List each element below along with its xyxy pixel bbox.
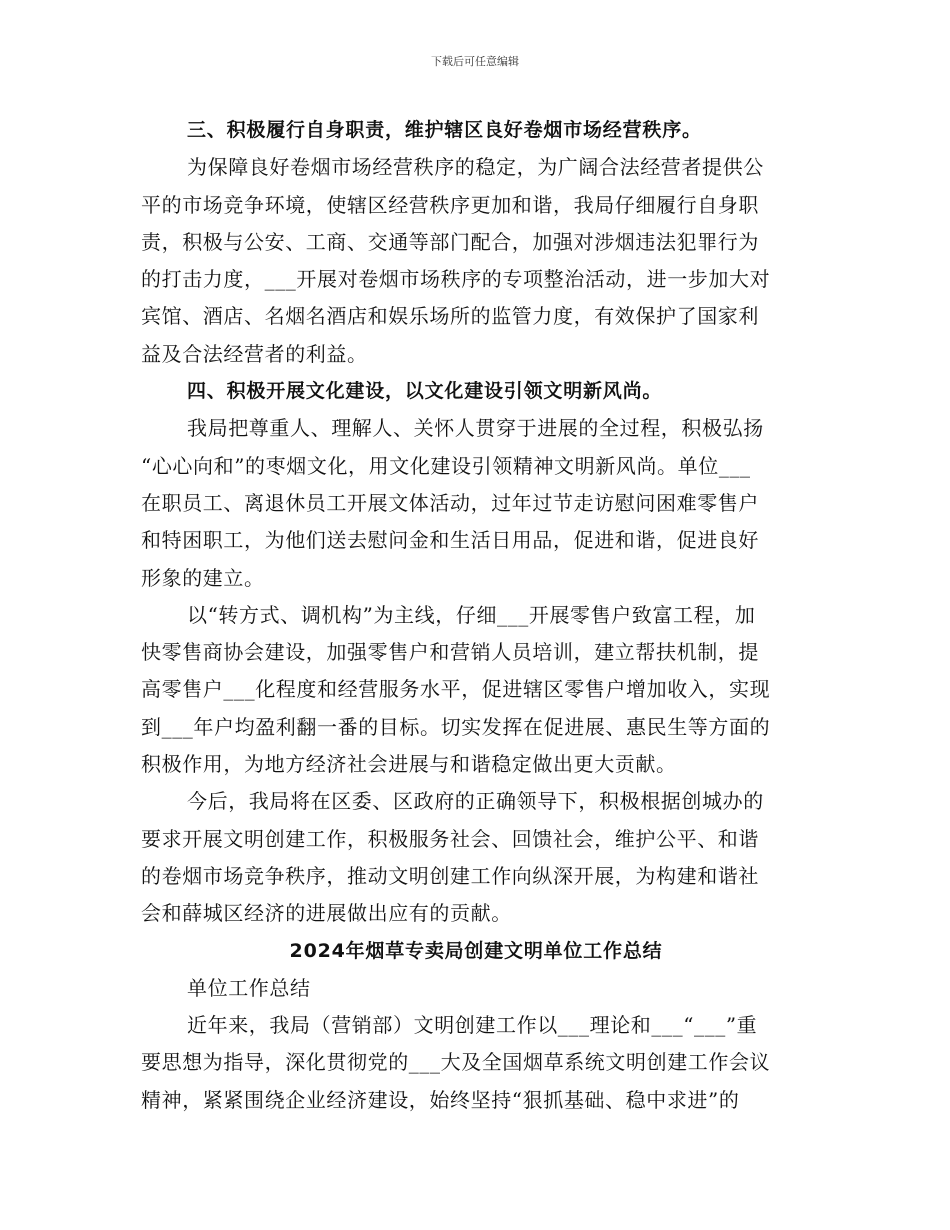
text-line: 益及合法经营者的利益。 <box>141 341 368 366</box>
text-line: 和特困职工，为他们送去慰问金和生活日用品，促进和谐，促进良好 <box>141 528 759 553</box>
text-line: 高零售户___化程度和经营服务水平，促进辖区零售户增加收入，实现 <box>141 677 771 702</box>
text-line: 要求开展文明创建工作，积极服务社会、回馈社会，维护公平、和谐 <box>141 826 759 851</box>
document-body <box>141 112 811 1119</box>
text-line: 会和薛城区经济的进展做出应有的贡献。 <box>141 901 512 926</box>
section-heading: 三、积极履行自身职责，维护辖区良好卷烟市场经营秩序。 <box>187 119 702 141</box>
section-heading: 2024年烟草专卖局创建文明单位工作总结 <box>289 939 663 962</box>
text-line: 的卷烟市场竞争秩序，推动文明创建工作向纵深开展，为构建和谐社 <box>141 863 759 888</box>
text-line: 精神，紧紧围绕企业经济建设，始终坚持“狠抓基础、稳中求进”的 <box>141 1087 740 1112</box>
header-note: 下载后可任意编辑 <box>431 55 519 68</box>
text-line: 快零售商协会建设，加强零售户和营销人员培训，建立帮扶机制，提 <box>141 640 759 665</box>
text-line: 我局把尊重人、理解人、关怀人贯穿于进展的全过程，积极弘扬 <box>187 416 764 441</box>
text-line: 近年来，我局（营销部）文明创建工作以___理论和___“___”重 <box>187 1013 758 1038</box>
text-line: 为保障良好卷烟市场经营秩序的稳定，为广阔合法经营者提供公 <box>187 155 764 180</box>
text-line: 在职员工、离退休员工开展文体活动，过年过节走访慰问困难零售户 <box>141 490 759 515</box>
text-line: 平的市场竞争环境，使辖区经营秩序更加和谐，我局仔细履行自身职 <box>141 192 759 217</box>
text-line: 形象的建立。 <box>141 565 265 590</box>
text-line: 积极作用，为地方经济社会进展与和谐稳定做出更大贡献。 <box>141 752 677 777</box>
text-line: 宾馆、酒店、名烟名酒店和娱乐场所的监管力度，有效保护了国家利 <box>141 304 759 329</box>
text-line: 责，积极与公安、工商、交通等部门配合，加强对涉烟违法犯罪行为 <box>141 229 759 254</box>
text-line: “心心向和”的枣烟文化，用文化建设引领精神文明新风尚。单位___ <box>141 453 751 478</box>
section-heading: 四、积极开展文化建设，以文化建设引领文明新风尚。 <box>187 380 663 403</box>
text-line: 要思想为指导，深化贯彻党的___大及全国烟草系统文明创建工作会议 <box>141 1050 771 1075</box>
text-line: 到___年户均盈利翻一番的目标。切实发挥在促进展、惠民生等方面的 <box>141 714 771 739</box>
text-line: 单位工作总结 <box>187 975 311 1000</box>
text-line: 的打击力度，___开展对卷烟市场秩序的专项整治活动，进一步加大对 <box>141 267 771 292</box>
text-line: 今后，我局将在区委、区政府的正确领导下，积极根据创城办的 <box>187 789 764 814</box>
text-line: 以“转方式、调机构”为主线，仔细___开展零售户致富工程，加 <box>187 602 756 627</box>
